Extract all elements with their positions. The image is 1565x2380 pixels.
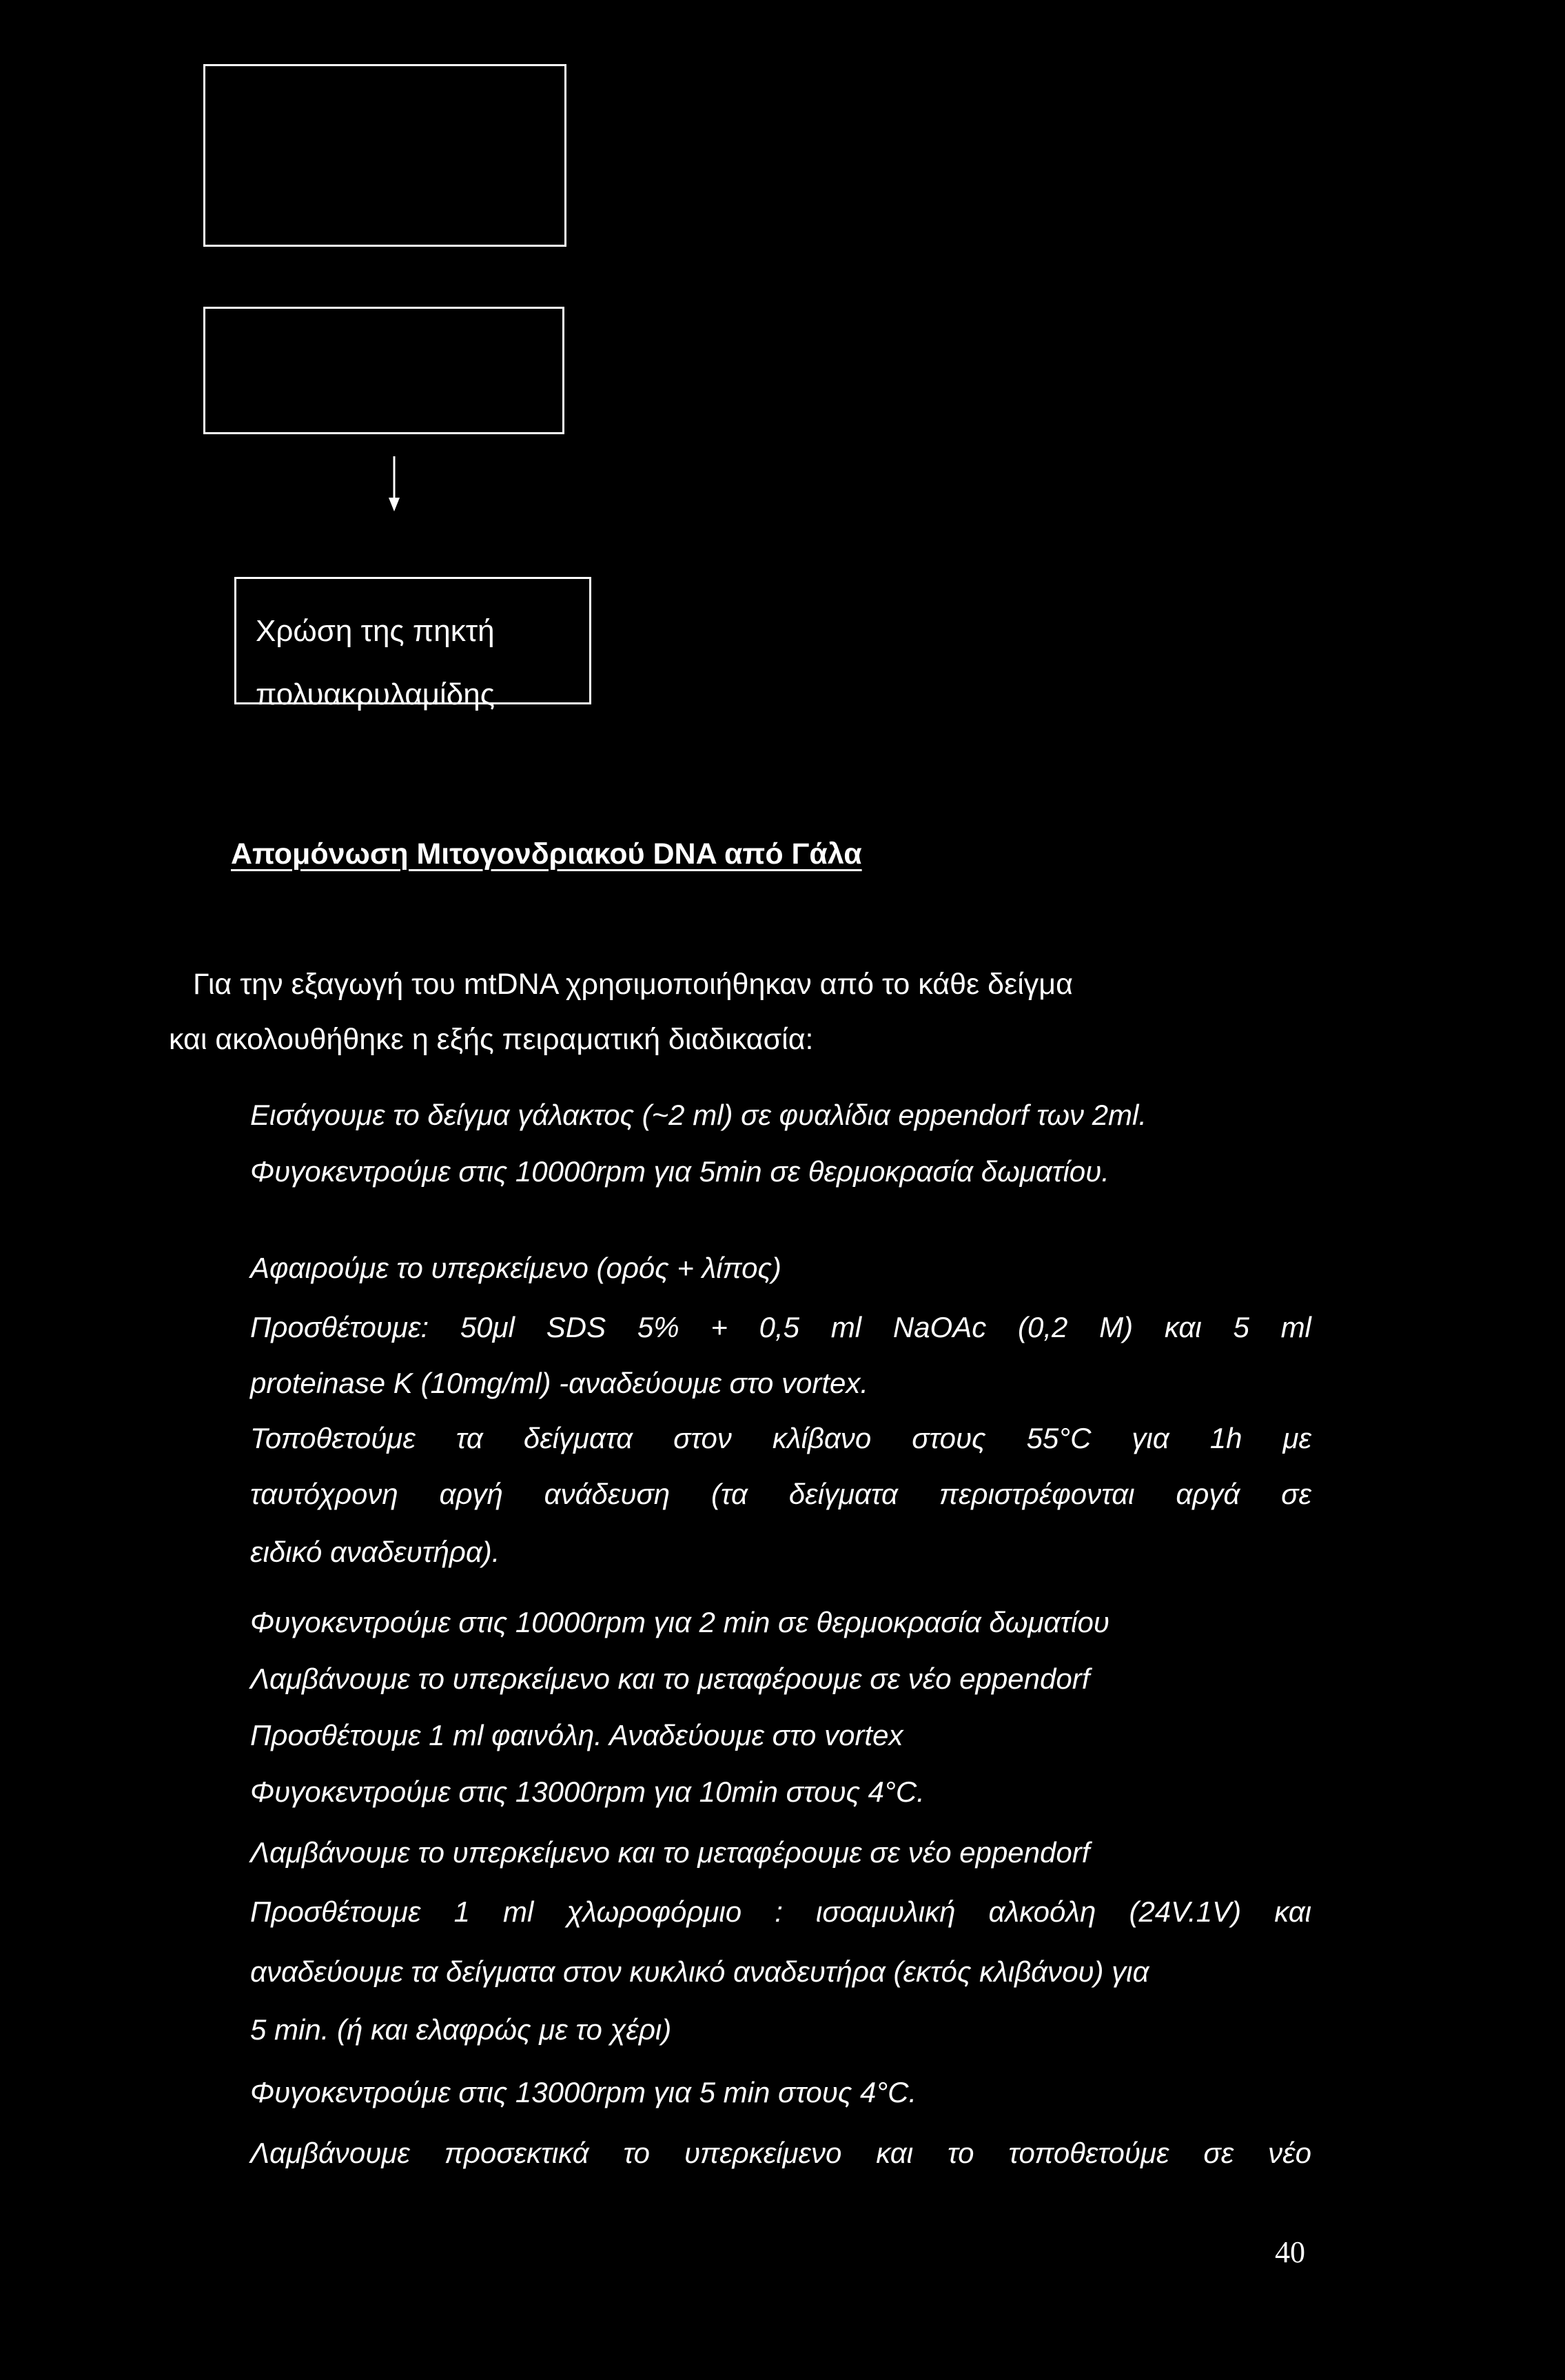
step-text-part: 1h <box>1209 1422 1242 1454</box>
step-text-part: ανάδευση <box>544 1478 671 1510</box>
step-text: Φυγοκεντρούμε στις 13000rpm για 5 min στους 4°C. <box>250 2076 917 2108</box>
step-text: Προσθέτουμε 1 ml φαινόλη. Αναδεύουμε στο vortex <box>250 1719 903 1751</box>
step-text-part: κλίβανο <box>772 1422 872 1454</box>
step-text <box>250 1895 1311 1929</box>
step-text-part: για <box>1132 1422 1169 1454</box>
step-text-part: περιστρέφονται <box>939 1478 1135 1510</box>
step-text-part: υπερκείμενο <box>684 2137 842 2169</box>
step-text-part: σε <box>1203 2137 1234 2169</box>
step-text-part: τοποθετούμε <box>1008 2137 1169 2169</box>
step-text <box>250 2137 1311 2170</box>
step-text-part: δείγματα <box>788 1478 898 1510</box>
step-text-part: και <box>1164 1311 1202 1343</box>
step-text-part: αργή <box>439 1478 503 1510</box>
step-text: Φυγοκεντρούμε στις 13000rpm για 10min στους 4°C. <box>250 1776 925 1808</box>
step-text-part: 0,5 <box>759 1311 799 1343</box>
step-text <box>250 1311 1311 1344</box>
step-text-part: NaOAc <box>892 1311 987 1343</box>
down-arrow-icon <box>386 456 402 513</box>
step-text-part: 5% <box>637 1311 679 1343</box>
step-text-part: 5 <box>1233 1311 1249 1343</box>
flowchart-box-2 <box>203 307 564 434</box>
step-text-part: : <box>775 1895 783 1928</box>
step-text: Φυγοκεντρούμε στις 10000rpm για 2 min σε θερμοκρασία δωματίου <box>250 1606 1109 1638</box>
step-text: proteinase K (10mg/ml) -αναδεύουμε στο vortex. <box>250 1367 869 1399</box>
step-text-part: δείγματα <box>523 1422 633 1454</box>
step-text-part: το <box>623 2137 651 2169</box>
step-text-part: M) <box>1099 1311 1134 1343</box>
step-text-part: 55°C <box>1026 1422 1092 1454</box>
step-text-part: και <box>876 2137 914 2169</box>
step-text: ειδικό αναδευτήρα). <box>250 1536 500 1568</box>
step-text: Φυγοκεντρούμε στις 10000rpm για 5min σε θερμοκρασία δωματίου. <box>250 1155 1109 1188</box>
step-text-part: 50μl <box>460 1311 515 1343</box>
step-text: 5 min. (ή και ελαφρώς με το χέρι) <box>250 2013 672 2046</box>
step-text: Εισάγουμε το δείγμα γάλακτος (~2 ml) σε φυαλίδια eppendorf των 2ml. <box>250 1099 1147 1131</box>
step-text-part: Προσθέτουμε: <box>250 1311 429 1343</box>
page-number: 40 <box>1275 2235 1305 2269</box>
step-text-part: ταυτόχρονη <box>250 1478 398 1510</box>
step-text-part: σε <box>1281 1478 1311 1510</box>
flowchart-box-text: πολυακρυλαμίδης <box>256 678 495 711</box>
step-text <box>250 1422 1311 1455</box>
step-text: Λαμβάνουμε το υπερκείμενο και το μεταφέρουμε σε νέο eppendorf <box>250 1836 1090 1869</box>
step-text-part: 1 <box>453 1895 470 1928</box>
step-text-part: με <box>1282 1422 1311 1454</box>
step-text: Αφαιρούμε το υπερκείμενο (ορός + λίπος) <box>250 1252 781 1284</box>
step-text-part: τα <box>456 1422 483 1454</box>
step-text-part: (24V.1V) <box>1129 1895 1242 1928</box>
step-text-part: στους <box>912 1422 986 1454</box>
step-text-part: Λαμβάνουμε <box>250 2137 410 2169</box>
step-text-part: προσεκτικά <box>444 2137 589 2169</box>
step-text-part: Τοποθετούμε <box>250 1422 416 1454</box>
step-text-part: το <box>947 2137 974 2169</box>
step-text <box>250 1478 1311 1511</box>
step-text-part: Προσθέτουμε <box>250 1895 421 1928</box>
section-heading: Απομόνωση Μιτογονδριακού DNA από Γάλα <box>231 837 862 871</box>
step-text-part: χλωροφόρμιο <box>566 1895 742 1928</box>
step-text: Λαμβάνουμε το υπερκείμενο και το μεταφέρουμε σε νέο eppendorf <box>250 1662 1090 1695</box>
intro-line: και ακολουθήθηκε η εξής πειραματική διαδικασία: <box>169 1023 814 1056</box>
intro-paragraph <box>169 957 1073 1067</box>
step-text-part: νέο <box>1268 2137 1311 2169</box>
flowchart-box-1 <box>203 64 566 247</box>
flowchart-box-text: Χρώση της πηκτή <box>256 614 495 648</box>
intro-line: Για την εξαγωγή του mtDNA χρησιμοποιήθηκαν από το κάθε δείγμα <box>193 968 1073 1001</box>
step-text-part: και <box>1274 1895 1311 1928</box>
step-text-part: αργά <box>1176 1478 1240 1510</box>
step-text-part: αλκοόλη <box>988 1895 1096 1928</box>
step-text-part: SDS <box>546 1311 606 1343</box>
step-text-part: + <box>710 1311 728 1343</box>
step-text-part: ml <box>1280 1311 1311 1343</box>
flowchart-box-staining <box>234 577 591 711</box>
step-text-part: στον <box>673 1422 732 1454</box>
step-text: αναδεύουμε τα δείγματα στον κυκλικό αναδευτήρα (εκτός κλιβάνου) για <box>250 1955 1149 1988</box>
step-text-part: (τα <box>710 1478 748 1510</box>
step-text-part: ισοαμυλική <box>816 1895 956 1928</box>
step-text-part: ml <box>503 1895 534 1928</box>
step-text-part: ml <box>830 1311 862 1343</box>
step-text-part: (0,2 <box>1018 1311 1068 1343</box>
